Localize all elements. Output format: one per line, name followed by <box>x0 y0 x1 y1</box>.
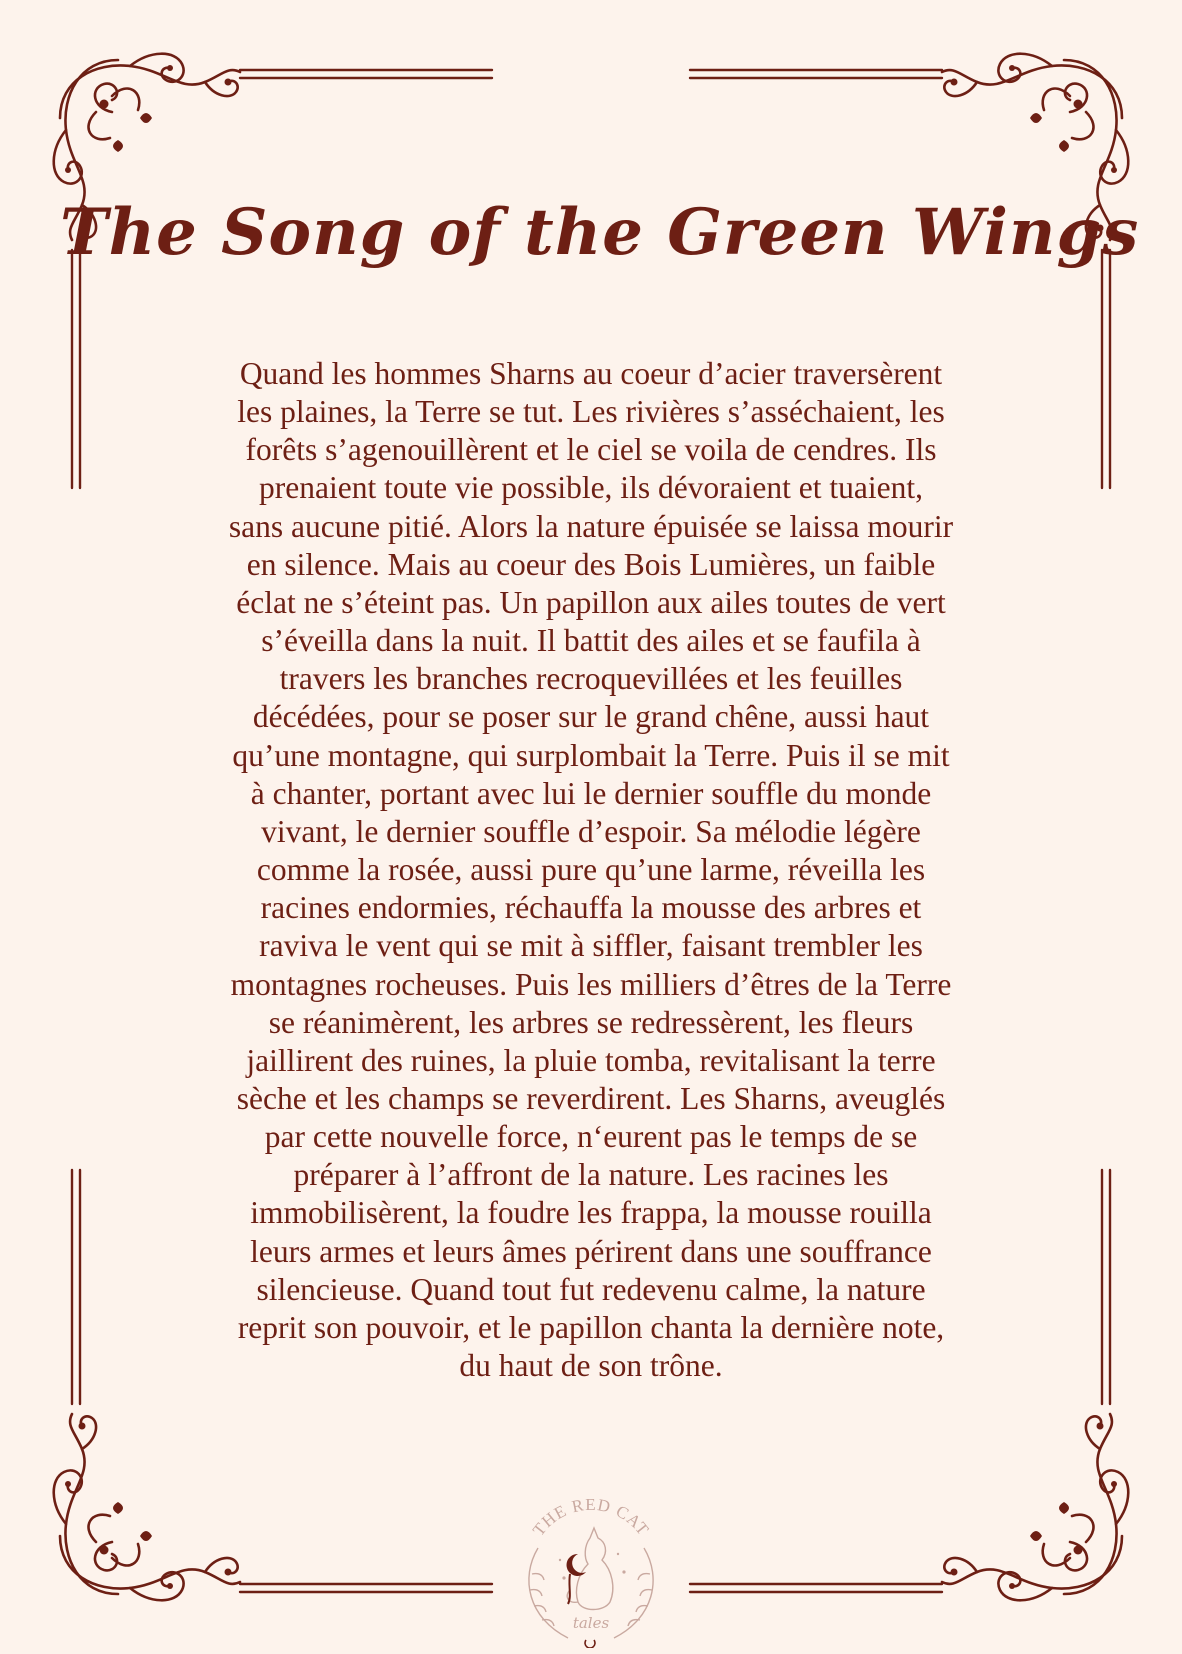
story-line: à chanter, portant avec lui le dernier souffle du monde <box>250 775 932 811</box>
corner-flourish-bottom-right <box>942 1414 1128 1600</box>
story-line: en silence. Mais au coeur des Bois Lumières, un faible <box>246 546 936 582</box>
story-line: reprit son pouvoir, et le papillon chanta la dernière note, <box>237 1309 945 1345</box>
story-line: sans aucune pitié. Alors la nature épuisée se laissa mourir <box>228 508 954 544</box>
story-line: immobilisèrent, la foudre les frappa, la mousse rouilla <box>250 1195 932 1231</box>
story-line: qu’une montagne, qui surplombait la Terre. Puis il se mit <box>232 737 950 773</box>
story-line: du haut de son trône. <box>459 1348 723 1384</box>
story-line: forêts s’agenouillèrent et le ciel se voila de cendres. Ils <box>245 432 937 468</box>
story-line: les plaines, la Terre se tut. Les rivières s’asséchaient, les <box>237 394 945 430</box>
story-line: vivant, le dernier souffle d’espoir. Sa mélodie légère <box>261 813 921 849</box>
story-line: comme la rosée, aussi pure qu’une larme, réveilla les <box>256 852 926 888</box>
story-line: éclat ne s’éteint pas. Un papillon aux ailes toutes de vert <box>236 584 946 620</box>
story-line: leurs armes et leurs âmes périrent dans une souffrance <box>250 1233 932 1269</box>
story-line: se réanimèrent, les arbres se redressèrent, les fleurs <box>268 1004 914 1040</box>
logo-bottom-text: tales <box>572 1614 610 1632</box>
story-line: s’éveilla dans la nuit. Il battit des ailes et se faufila à <box>261 623 921 659</box>
story-line: décédées, pour se poser sur le grand chêne, aussi haut <box>252 699 930 735</box>
story-line: jaillirent des ruines, la pluie tomba, revitalisant la terre <box>246 1042 936 1078</box>
story-line: sèche et les champs se reverdirent. Les Sharns, aveuglés <box>236 1080 946 1116</box>
story-line: racines endormies, réchauffa la mousse des arbres et <box>260 890 922 926</box>
red-cat-tales-logo <box>498 1478 684 1648</box>
logo-top-text: THE RED CAT <box>528 1494 654 1540</box>
story-line: travers les branches recroquevillées et les feuilles <box>279 661 903 697</box>
story-line: raviva le vent qui se mit à siffler, faisant trembler les <box>259 928 923 964</box>
story-body <box>110 355 1072 1385</box>
story-line: montagnes rocheuses. Puis les milliers d’êtres de la Terre <box>230 966 952 1002</box>
corner-flourish-bottom-left <box>54 1414 240 1600</box>
story-line: par cette nouvelle force, n‘eurent pas le temps de se <box>264 1119 918 1155</box>
story-line: préparer à l’affront de la nature. Les racines les <box>293 1157 889 1193</box>
story-line: prenaient toute vie possible, ils dévoraient et tuaient, <box>259 470 923 506</box>
story-title: The Song of the Green Wings <box>60 195 1140 270</box>
story-line: Quand les hommes Sharns au coeur d’acier traversèrent <box>239 356 943 391</box>
story-line: silencieuse. Quand tout fut redevenu calme, la nature <box>256 1271 926 1307</box>
